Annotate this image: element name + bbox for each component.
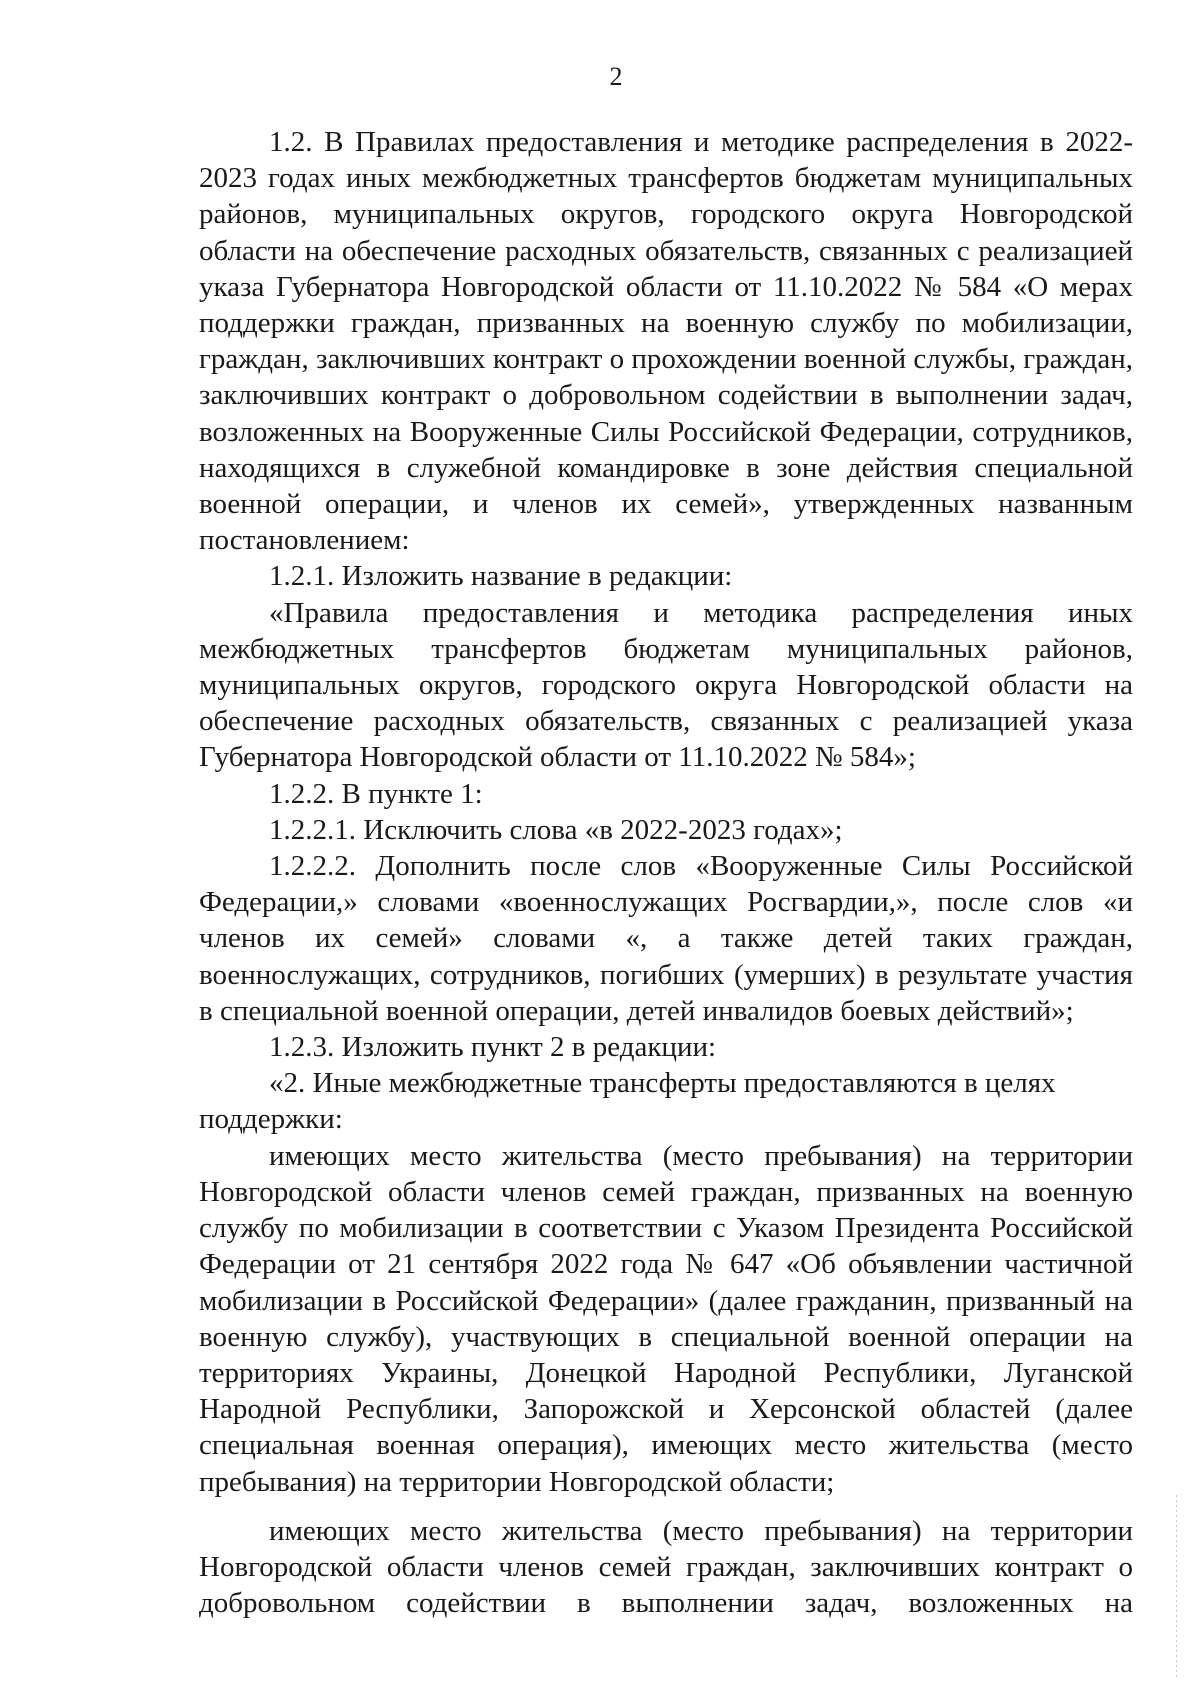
paragraph-item-2: «2. Иные межбюджетные трансферты предоставляются в целях поддержки: (199, 1067, 1056, 1136)
paragraph-1-2-1: 1.2.1. Изложить название в редакции: (269, 560, 733, 593)
paragraph-1-2-2-2: 1.2.2.2. Дополнить после слов «Вооруженные Силы Российской Федерации,» словами «военнослужащих Росгвардии,», после слов «и членов их семей» словами «, а также детей таких граждан, военнослужащих, сотрудников, погибших (умерших) в результате участия в специальной военной операции, детей инвалидов боевых действий»; (199, 850, 1133, 1027)
paragraph-1-2-2-1: 1.2.2.1. Исключить слова «в 2022-2023 годах»; (269, 813, 843, 846)
paragraph-mobilized-families: имеющих место жительства (место пребывания) на территории Новгородской области членов семей граждан, призванных на военную службу по мобилизации в соответствии с Указом Президента Российской Федерации от 21 сентября 2022 года № 647 «Об объявлении частичной мобилизации в Российской Федерации» (далее гражданин, призванный на военную службу), участвующих в специальной военной операции на территориях Украины, Донецкой Народной Республики, Луганской Народной Республики, Запорожской и Херсонской областей (далее специальная военная операция), имеющих место жительства (место пребывания) на территории Новгородской области; (199, 1139, 1133, 1498)
paragraph-1-2: 1.2. В Правилах предоставления и методике распределения в 2022-2023 годах иных межбюджетных трансфертов бюджетам муниципальных районов, муниципальных округов, городского округа Новгородской области на обеспечение расходных обязательств, связанных с реализацией указа Губернатора Новгородской области от 11.10.2022 № 584 «О мерах поддержки граждан, призванных на военную службу по мобилизации, граждан, заключивших контракт о прохождении военной службы, граждан, заключивших контракт о добровольном содействии в выполнении задач, возложенных на Вооруженные Силы Российской Федерации, сотрудников, находящихся в служебной командировке в зоне действия специальной военной операции, и членов их семей», утвержденных названным постановлением: (199, 126, 1133, 557)
paragraph-rules-title: «Правила предоставления и методика распределения иных межбюджетных трансфертов бюджетам муниципальных районов, муниципальных округов, городского округа Новгородской области на обеспечение расходных обязательств, связанных с реализацией указа Губернатора Новгородской области от 11.10.2022 № 584»; (199, 596, 1133, 774)
paragraph-1-2-3: 1.2.3. Изложить пункт 2 в редакции: (269, 1031, 717, 1064)
scan-edge-mark (1176, 1495, 1177, 1680)
page-number: 2 (609, 62, 623, 91)
paragraph-volunteer-families: имеющих место жительства (место пребывания) на территории Новгородской области членов семей граждан, заключивших контракт о добровольном содействии в выполнении задач, возложенных на (199, 1514, 1133, 1620)
paragraph-1-2-2: 1.2.2. В пункте 1: (269, 777, 483, 810)
document-body (199, 124, 1133, 1621)
